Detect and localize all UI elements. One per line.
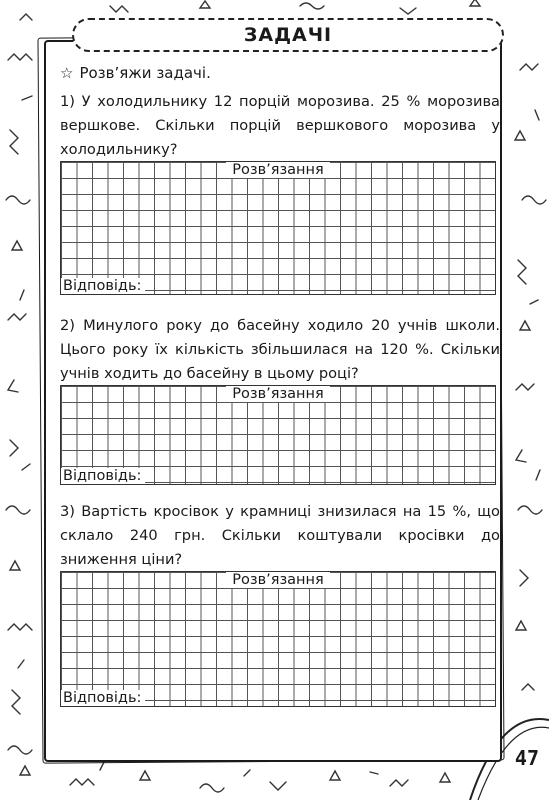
page-number: 47 xyxy=(514,746,539,770)
problem-3-text: 3) Вартість кросівок у крамниці знизилася на 15 %, що склало 240 грн. Скільки коштували кросівки до зниження ціни? xyxy=(60,503,500,568)
problem-2-grid[interactable] xyxy=(60,385,496,485)
instruction xyxy=(60,64,211,82)
problem-2-answer-label: Відповідь: xyxy=(61,468,145,484)
problem-1-text: 1) У холодильнику 12 порцій морозива. 25 % морозива вершкове. Скільки порцій вершкового морозива у холодильнику? xyxy=(60,93,500,158)
problem-3-solution-label: Розв’язання xyxy=(61,572,495,588)
problem-1-answer-label: Відповідь: xyxy=(61,278,145,294)
section-title: ЗАДАЧІ xyxy=(243,24,333,46)
star-icon: ☆ xyxy=(60,64,74,82)
problem-2-text: 2) Минулого року до басейну ходило 20 учнів школи. Цього року їх кількість збільшилася на 120 %. Скільки учнів ходить до басейну в цьому році? xyxy=(60,317,500,382)
problem-3-grid[interactable] xyxy=(60,571,496,707)
section-header xyxy=(72,18,504,52)
problem-1-grid[interactable] xyxy=(60,161,496,295)
problem-2-solution-label: Розв’язання xyxy=(61,386,495,402)
problem-1-solution-label: Розв’язання xyxy=(61,162,495,178)
problem-3-answer-label: Відповідь: xyxy=(61,690,145,706)
instruction-text: Розв’яжи задачі. xyxy=(79,64,211,82)
